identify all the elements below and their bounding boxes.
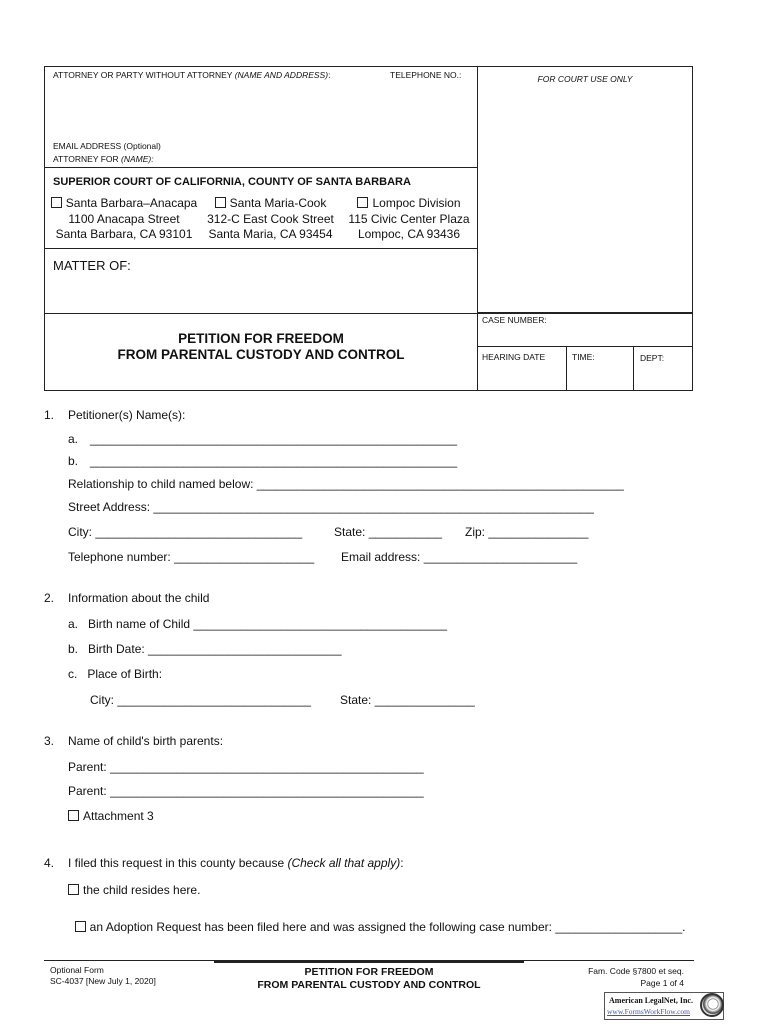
email-label: EMAIL ADDRESS (Optional) [53,141,161,151]
section1-number: 1. [44,408,55,422]
court-use-label: FOR COURT USE ONLY [537,74,633,84]
place-of-birth-label: c. Place of Birth: [68,667,163,681]
divider-dept [633,346,634,391]
divider-court [44,248,478,249]
court-name: SUPERIOR COURT OF CALIFORNIA, COUNTY OF SANTA BARBARA [53,176,411,188]
publisher-website[interactable]: www.FormsWorkFlow.com [607,1007,691,1016]
santa-maria-checkbox[interactable] [215,197,226,208]
option-adoption-request: an Adoption Request has been filed here and was assigned the following case number: ___________________. [68,906,685,934]
divider-attorney [44,167,478,168]
lompoc-checkbox[interactable] [357,197,368,208]
parent2-field[interactable]: Parent: _______________________________________________ [68,784,424,798]
time-label: TIME: [572,352,595,362]
birth-state-field[interactable]: State: _______________ [340,693,475,707]
footer-rule-center [214,960,524,963]
matter-of-label: MATTER OF: [53,258,131,273]
telephone-field[interactable]: Telephone number: _____________________ [68,550,315,564]
hearing-date-label: HEARING DATE [482,352,546,362]
relationship-field[interactable]: Relationship to child named below: _______________________________________________________ [68,477,624,491]
section3-title: Name of child's birth parents: [68,734,224,748]
section2-title: Information about the child [68,591,210,605]
birth-date-field[interactable]: b. Birth Date: _____________________________ [68,642,342,656]
attorney-for-label: ATTORNEY FOR (NAME): [53,154,154,164]
section4-number: 4. [44,856,55,870]
footer-rule-left [44,960,214,961]
telephone-label: TELEPHONE NO.: [390,70,462,80]
petitioner-a-field[interactable]: _______________________________________________________ [90,432,458,446]
divider-case [477,346,693,347]
case-number-label: CASE NUMBER: [482,315,547,325]
section4-title: I filed this request in this county because (Check all that apply): [68,856,404,870]
santa-barbara-checkbox[interactable] [51,197,62,208]
parent1-field[interactable]: Parent: _______________________________________________ [68,760,424,774]
petitioner-b-label: b. [68,454,79,468]
option-child-resides: the child resides here. [68,883,200,897]
street-address-field[interactable]: Street Address: __________________________________________________________________ [68,500,594,514]
divider-time [566,346,567,391]
location-lompoc: Lompoc Division 115 Civic Center Plaza Lompoc, CA 93436 [348,196,470,241]
footer-code-page: Fam. Code §7800 et seq. Page 1 of 4 [588,966,684,988]
child-resides-checkbox[interactable] [68,884,79,895]
location-santa-maria: Santa Maria-Cook 312-C East Cook Street Santa Maria, CA 93454 [207,196,334,241]
state-field[interactable]: State: ___________ [334,525,443,539]
email-field[interactable]: Email address: _______________________ [341,550,578,564]
zip-field[interactable]: Zip: _______________ [465,525,589,539]
form-title: PETITION FOR FREEDOM FROM PARENTAL CUSTODY AND CONTROL [117,331,405,362]
footer-title: PETITION FOR FREEDOM FROM PARENTAL CUSTODY AND CONTROL [257,966,481,991]
birth-name-field[interactable]: a. Birth name of Child ______________________________________ [68,617,447,631]
dept-label: DEPT: [640,353,665,363]
adoption-request-checkbox[interactable] [75,921,86,932]
section3-number: 3. [44,734,55,748]
birth-city-field[interactable]: City: _____________________________ [90,693,311,707]
publisher-name: American LegalNet, Inc. [609,996,693,1005]
footer-rule-right [524,960,694,961]
attachment3-checkbox[interactable] [68,810,79,821]
petitioner-a-label: a. [68,432,79,446]
publisher-logo-icon [700,993,724,1017]
section1-title: Petitioner(s) Name(s): [68,408,186,422]
location-santa-barbara: Santa Barbara–Anacapa 1100 Anacapa Street Santa Barbara, CA 93101 [48,196,200,243]
attorney-label: ATTORNEY OR PARTY WITHOUT ATTORNEY (NAME AND ADDRESS): [53,70,331,80]
section2-number: 2. [44,591,55,605]
footer-form-info: Optional Form SC-4037 [New July 1, 2020] [50,965,156,986]
attachment3-option: Attachment 3 [68,809,154,823]
petitioner-b-field[interactable]: _______________________________________________________ [90,454,458,468]
city-field[interactable]: City: _______________________________ [68,525,303,539]
court-use-box [477,66,693,313]
